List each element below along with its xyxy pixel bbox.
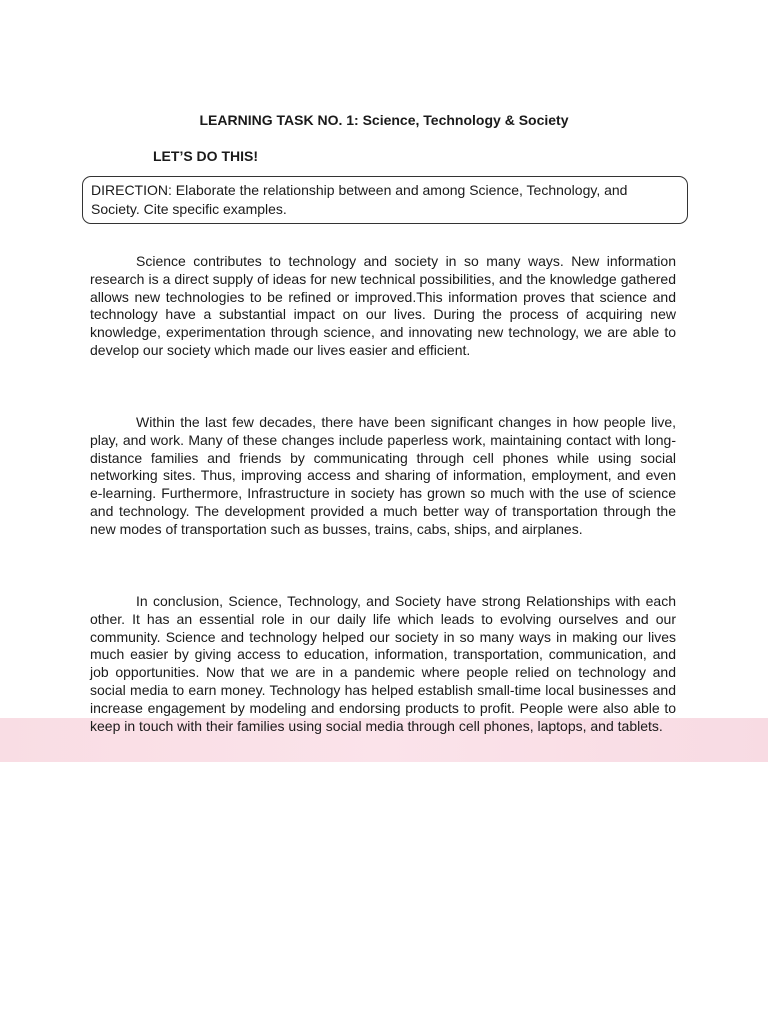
direction-box [82, 176, 688, 224]
direction-text: DIRECTION: Elaborate the relationship between and among Science, Technology, and Society. Cite specific examples. [91, 182, 628, 217]
paragraph-1: Science contributes to technology and society in so many ways. New information research is a direct supply of ideas for new technical possibilities, and the knowledge gathered allows new technologies to be refined or improved.This information proves that science and technology have a substantial impact on our lives. During the process of acquiring new knowledge, experimentation through science, and innovating new technology, we are able to develop our society which made our lives easier and efficient. [90, 253, 676, 358]
paragraph-2: Within the last few decades, there have been significant changes in how people live, play, and work. Many of these changes include paperless work, maintaining contact with long-distance families and friends by communicating through cell phones while using social networking sites. Thus, improving access and sharing of information, employment, and even e-learning. Furthermore, Infrastructure in society has grown so much with the use of science and technology. The development provided a much better way of transportation through the new modes of transportation such as busses, trains, cabs, ships, and airplanes. [90, 414, 676, 537]
page-title: LEARNING TASK NO. 1: Science, Technology & Society [199, 112, 569, 128]
subheading: LET’S DO THIS! [153, 148, 258, 164]
paragraph-3: In conclusion, Science, Technology, and Society have strong Relationships with each other. It has an essential role in our daily life which leads to evolving ourselves and our community. Science and technology helped our society in so many ways in making our lives much easier by giving access to education, information, transportation, communication, and job opportunities. Now that we are in a pandemic where people relied on technology and social media to earn money. Technology has helped establish small-time local businesses and increase engagement by modeling and endorsing products to profit. People were also able to keep in touch with their families using social media through cell phones, laptops, and tablets. [90, 593, 676, 734]
